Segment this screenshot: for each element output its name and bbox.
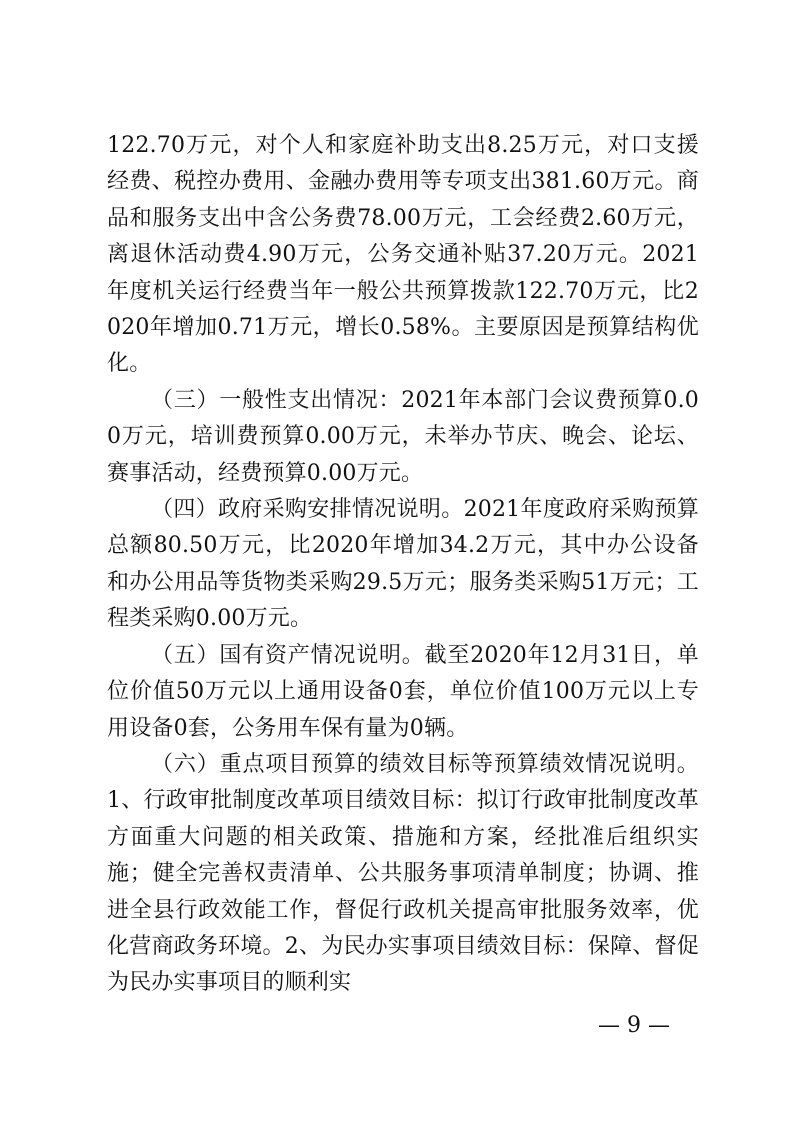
paragraph-state-assets: （五）国有资产情况说明。截至2020年12月31日，单位价值50万元以上通用设备0套，单位价值100万元以上专用设备0套，公务用车保有量为0辆。: [107, 642, 699, 741]
paragraph-government-procurement: （四）政府采购安排情况说明。2021年度政府采购预算总额80.50万元，比2020年增加34.2万元，其中办公设备和办公用品等货物类采购29.5万元；服务类采购51万元；工程类采购0.00万元。: [107, 497, 699, 632]
paragraph-general-expenditure: （三）一般性支出情况：2021年本部门会议费预算0.00万元，培训费预算0.00万元，未举办节庆、晚会、论坛、赛事活动，经费预算0.00万元。: [107, 387, 699, 486]
body-text: [107, 128, 699, 1002]
page-number: — 9 —: [598, 1013, 670, 1038]
paragraph-performance-goals: （六）重点项目预算的绩效目标等预算绩效情况说明。1、行政审批制度改革项目绩效目标：拟订行政审批制度改革方面重大问题的相关政策、措施和方案，经批准后组织实施；健全完善权责清单、公共服务事项清单制度；协调、推进全县行政效能工作，督促行政机关提高审批服务效率，优化营商政务环境。2、为民办实事项目绩效目标：保障、督促为民办实事项目的顺利实: [107, 751, 699, 996]
paragraph-operating-expenses: 122.70万元，对个人和家庭补助支出8.25万元，对口支援经费、税控办费用、金融办费用等专项支出381.60万元。商品和服务支出中含公务费78.00万元，工会经费2.60万元，离退休活动费4.90万元，公务交通补贴37.20万元。2021年度机关运行经费当年一般公共预算拨款122.70万元，比2020年增加0.71万元，增长0.58%。主要原因是预算结构优化。: [107, 133, 699, 377]
